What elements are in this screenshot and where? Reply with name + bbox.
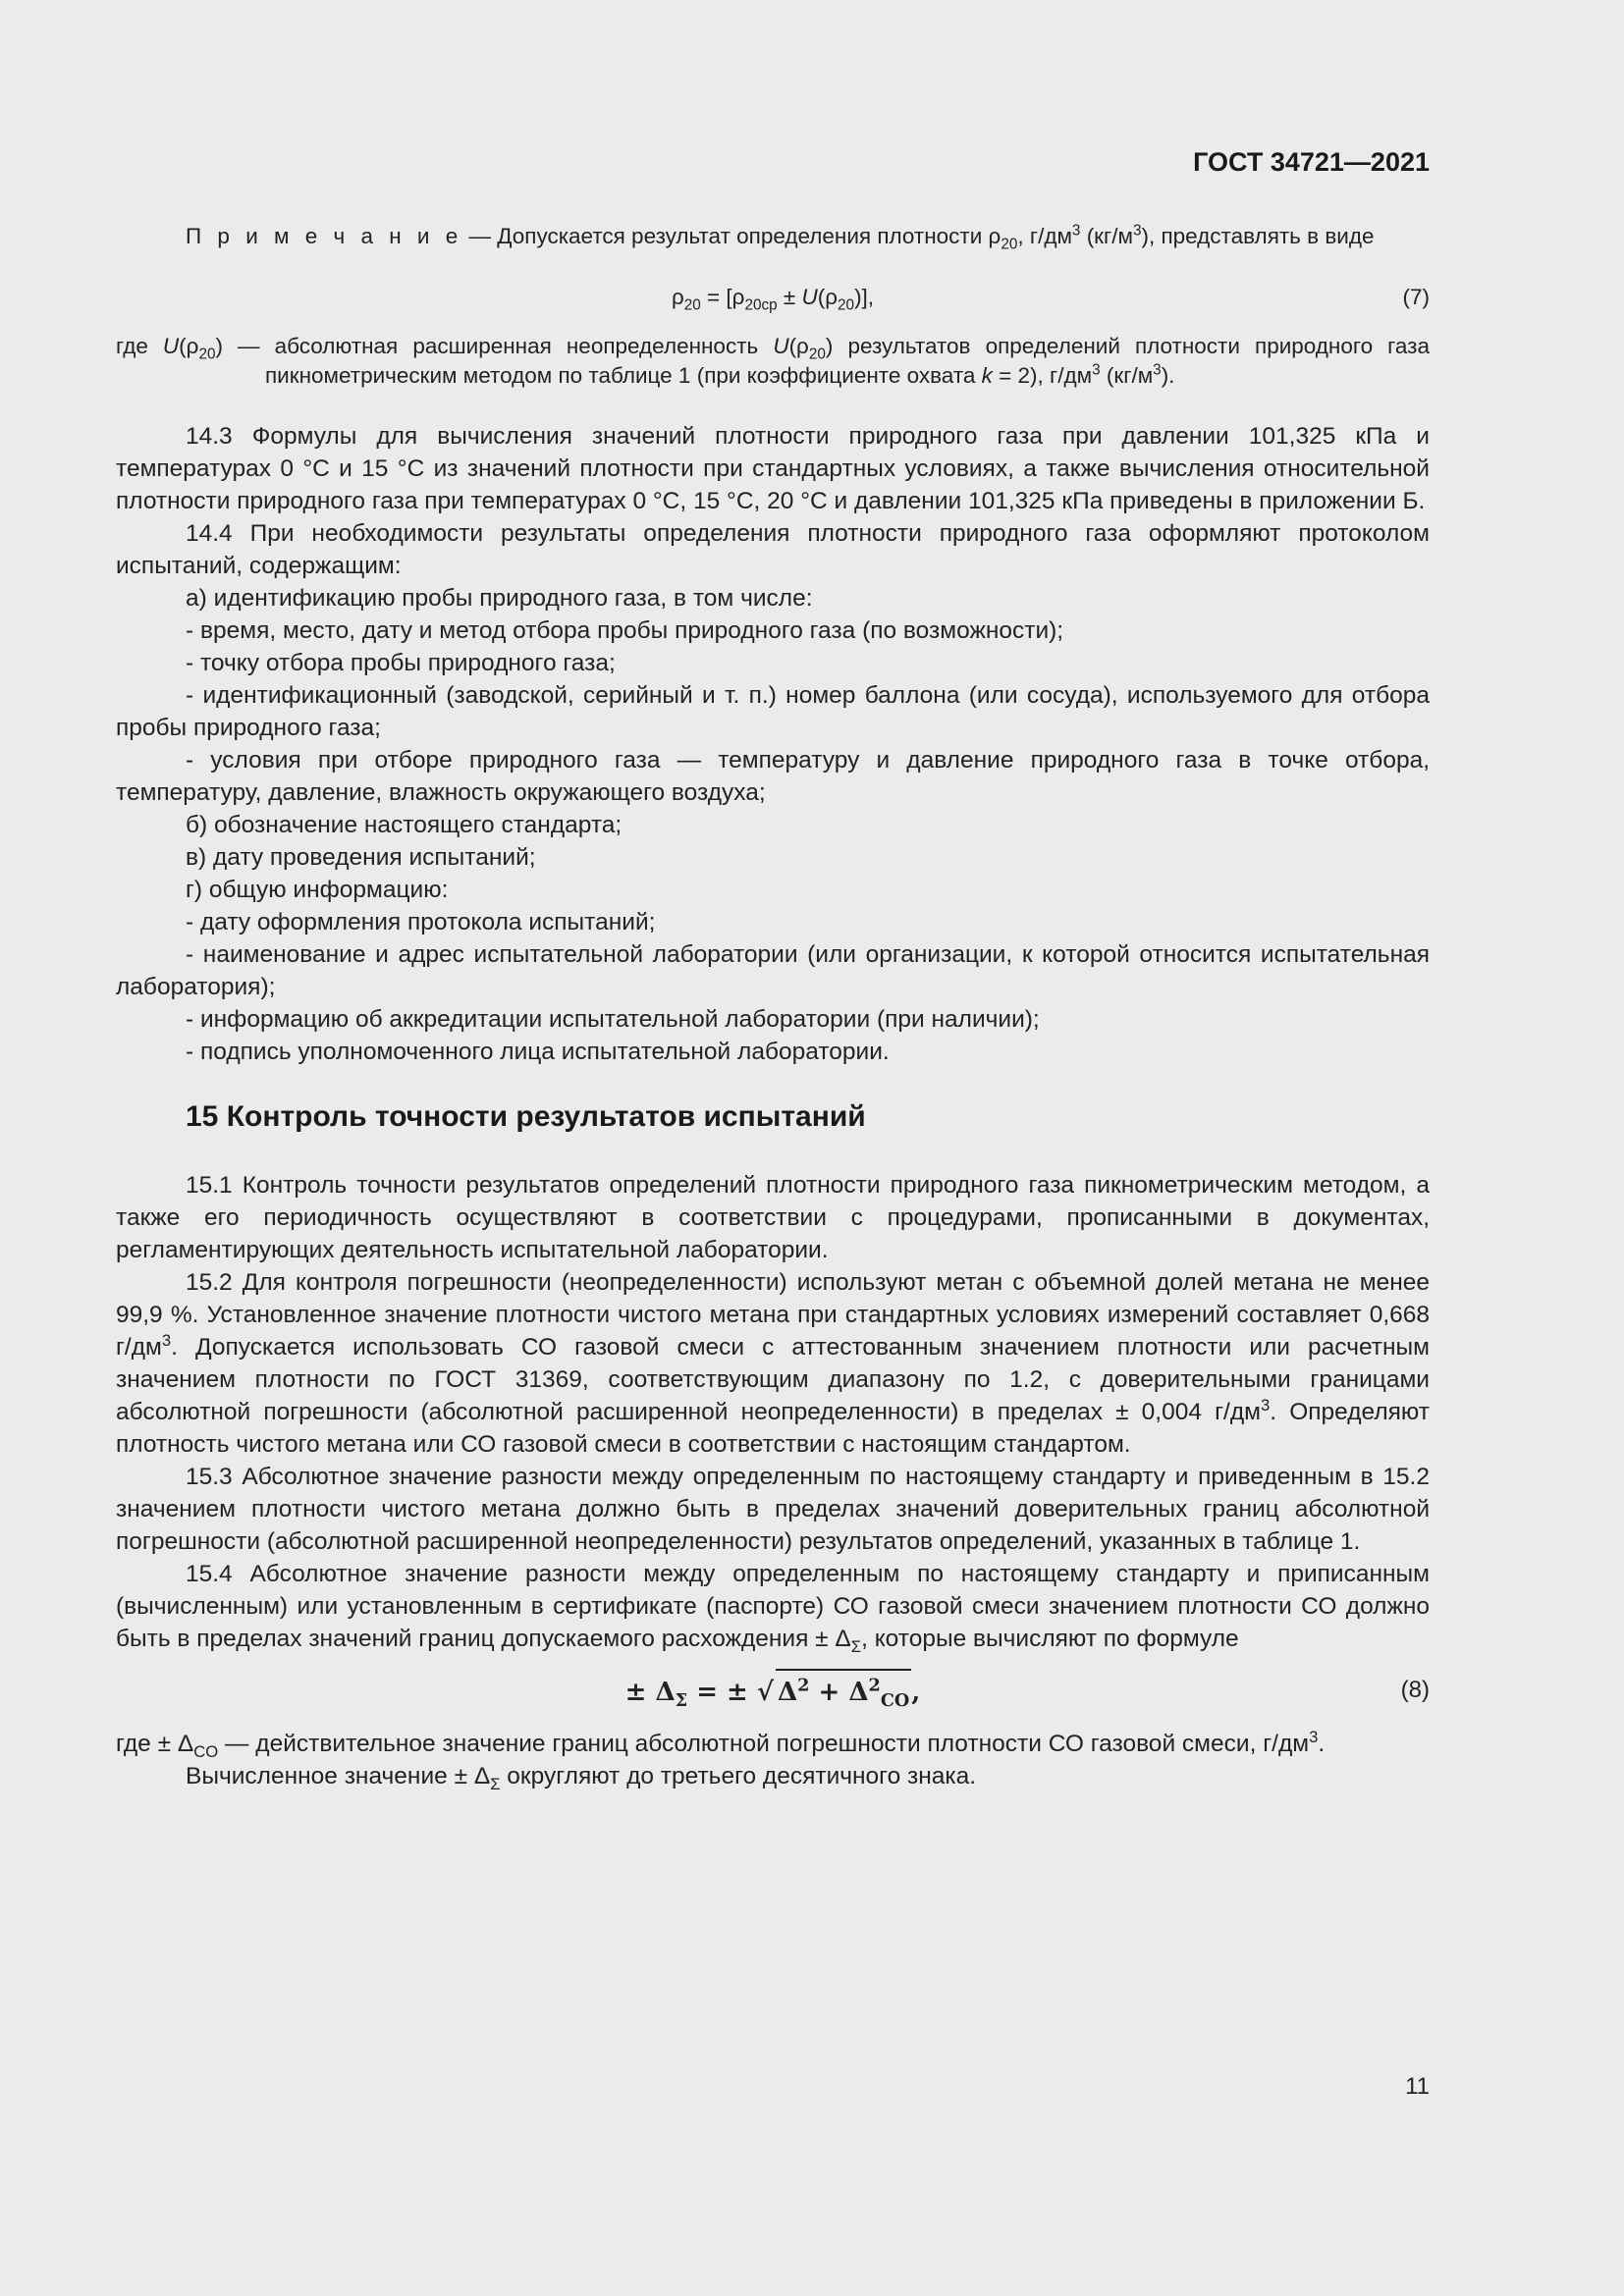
list-item: - наименование и адрес испытательной лаборатории (или организации, к которой относится испытательная лаборатория); — [116, 941, 1430, 1000]
where-8: где ± $\Delta_{CO}$ — действительное значение границ абсолютной погрешности плотности СО газовой смеси, $г/дм^3$. — [116, 1727, 1326, 1761]
formula-8: ± $\Delta_\Sigma$ = ± √ $\Delta^2 + \Delta^2_{CO}$, (8) — [116, 1669, 1430, 1714]
list-item: - информацию об аккредитации испытательной лаборатории (при наличии); — [186, 1006, 1040, 1033]
paragraph-14-4: 14.4 При необходимости результаты определения плотности природного газа оформляют протоколом испытаний, содержащим: — [116, 520, 1430, 579]
paragraph-15-1: 15.1 Контроль точности результатов определений плотности природного газа пикнометрическим методом, а также его периодичность осуществляют в соответствии с процедурами, прописанными в документах, регламентирующих деятельность испытательной лаборатории. — [116, 1172, 1430, 1263]
paragraph-14-3: 14.3 Формулы для вычисления значений плотности природного газа при давлении 101,325 кПа и температурах 0 °С и 15 °С из значений плотности при стандартных условиях, а также вычисления относительной плотности природного газа при температурах 0 °С, 15 °С, 20 °С и давлении 101,325 кПа приведены в приложении Б. — [116, 423, 1430, 514]
equation-number-7: (7) — [1402, 285, 1430, 309]
formula-7: $\rho_{20} = [\rho_{20ср} \pm U(\rho_{20})]$, (7) — [671, 285, 1430, 314]
note-label: П р и м е ч а н и е — [186, 224, 463, 248]
page-content — [116, 222, 1430, 1792]
list-item: - дату оформления протокола испытаний; — [186, 909, 656, 935]
list-item: - идентификационный (заводской, серийный и т. п.) номер баллона (или сосуда), используемого для отбора пробы природного газа; — [116, 682, 1430, 741]
note-paragraph: П р и м е ч а н и е — Допускается результат определения плотности $\rho_{20}$, $г/дм^3$ $(кг/м^3)$, представлять в виде — [186, 222, 1375, 253]
paragraph-15-2: 15.2 Для контроля погрешности (неопределенности) используют метан с объемной долей метана не менее 99,9 %. Установленное значение плотности чистого метана при стандартных условиях измерений составляет 0,668 $г/дм^3$. Допускается использовать СО газовой смеси с аттестованным значением плотности или расчетным значением плотности по ГОСТ 31369, соответствующим диапазону по 1.2, с доверительными границами абсолютной погрешности (абсолютной расширенной неопределенности) в пределах ± 0,004 $г/дм^3$. Определяют плотность чистого метана или СО газовой смеси в соответствии с настоящим стандартом. — [116, 1269, 1430, 1458]
list-item: а) идентификацию пробы природного газа, в том числе: — [186, 585, 813, 612]
paragraph-15-4: 15.4 Абсолютное значение разности между определенным по настоящему стандарту и приписанным (вычисленным) или установленным в сертификате (паспорте) СО газовой смеси значением плотности СО должно быть в пределах значений границ допускаемого расхождения ± $\Delta_\Sigma$, которые вычисляют по формуле — [116, 1561, 1430, 1656]
list-item: г) общую информацию: — [186, 877, 449, 903]
list-item: в) дату проведения испытаний; — [186, 844, 536, 871]
sqrt-icon: √ — [756, 1678, 774, 1707]
section-heading: 15 Контроль точности результатов испытаний — [186, 1100, 866, 1133]
list-item: - подпись уполномоченного лица испытательной лаборатории. — [186, 1039, 890, 1065]
final-paragraph: Вычисленное значение ± $\Delta_\Sigma$ округляют до третьего десятичного знака. — [186, 1763, 977, 1793]
page-number: 11 — [1405, 2073, 1430, 2100]
document-code: ГОСТ 34721—2021 — [1193, 147, 1430, 177]
list-item: - время, место, дату и метод отбора пробы природного газа (по возможности); — [186, 617, 1064, 644]
list-item: б) обозначение настоящего стандарта; — [186, 812, 623, 838]
where-7: где $U(\rho_{20})$ — абсолютная расширенная неопределенность $U(\rho_{20})$ результатов определений плотности природного газа пикнометрическим методом по таблице 1 (при коэффициенте охвата k = 2), $г/дм^3$ $(кг/м^3)$. — [116, 334, 1430, 388]
paragraph-15-3: 15.3 Абсолютное значение разности между определенным по настоящему стандарту и приведенным в 15.2 значением плотности чистого метана должно быть в пределах значений доверительных границ абсолютной погрешности (абсолютной расширенной неопределенности) результатов определений, указанных в таблице 1. — [116, 1464, 1430, 1555]
list-item: - условия при отборе природного газа — температуру и давление природного газа в точке отбора, температуру, давление, влажность окружающего воздуха; — [116, 747, 1430, 806]
list-item: - точку отбора пробы природного газа; — [186, 650, 616, 676]
equation-number-8: (8) — [1400, 1677, 1430, 1703]
